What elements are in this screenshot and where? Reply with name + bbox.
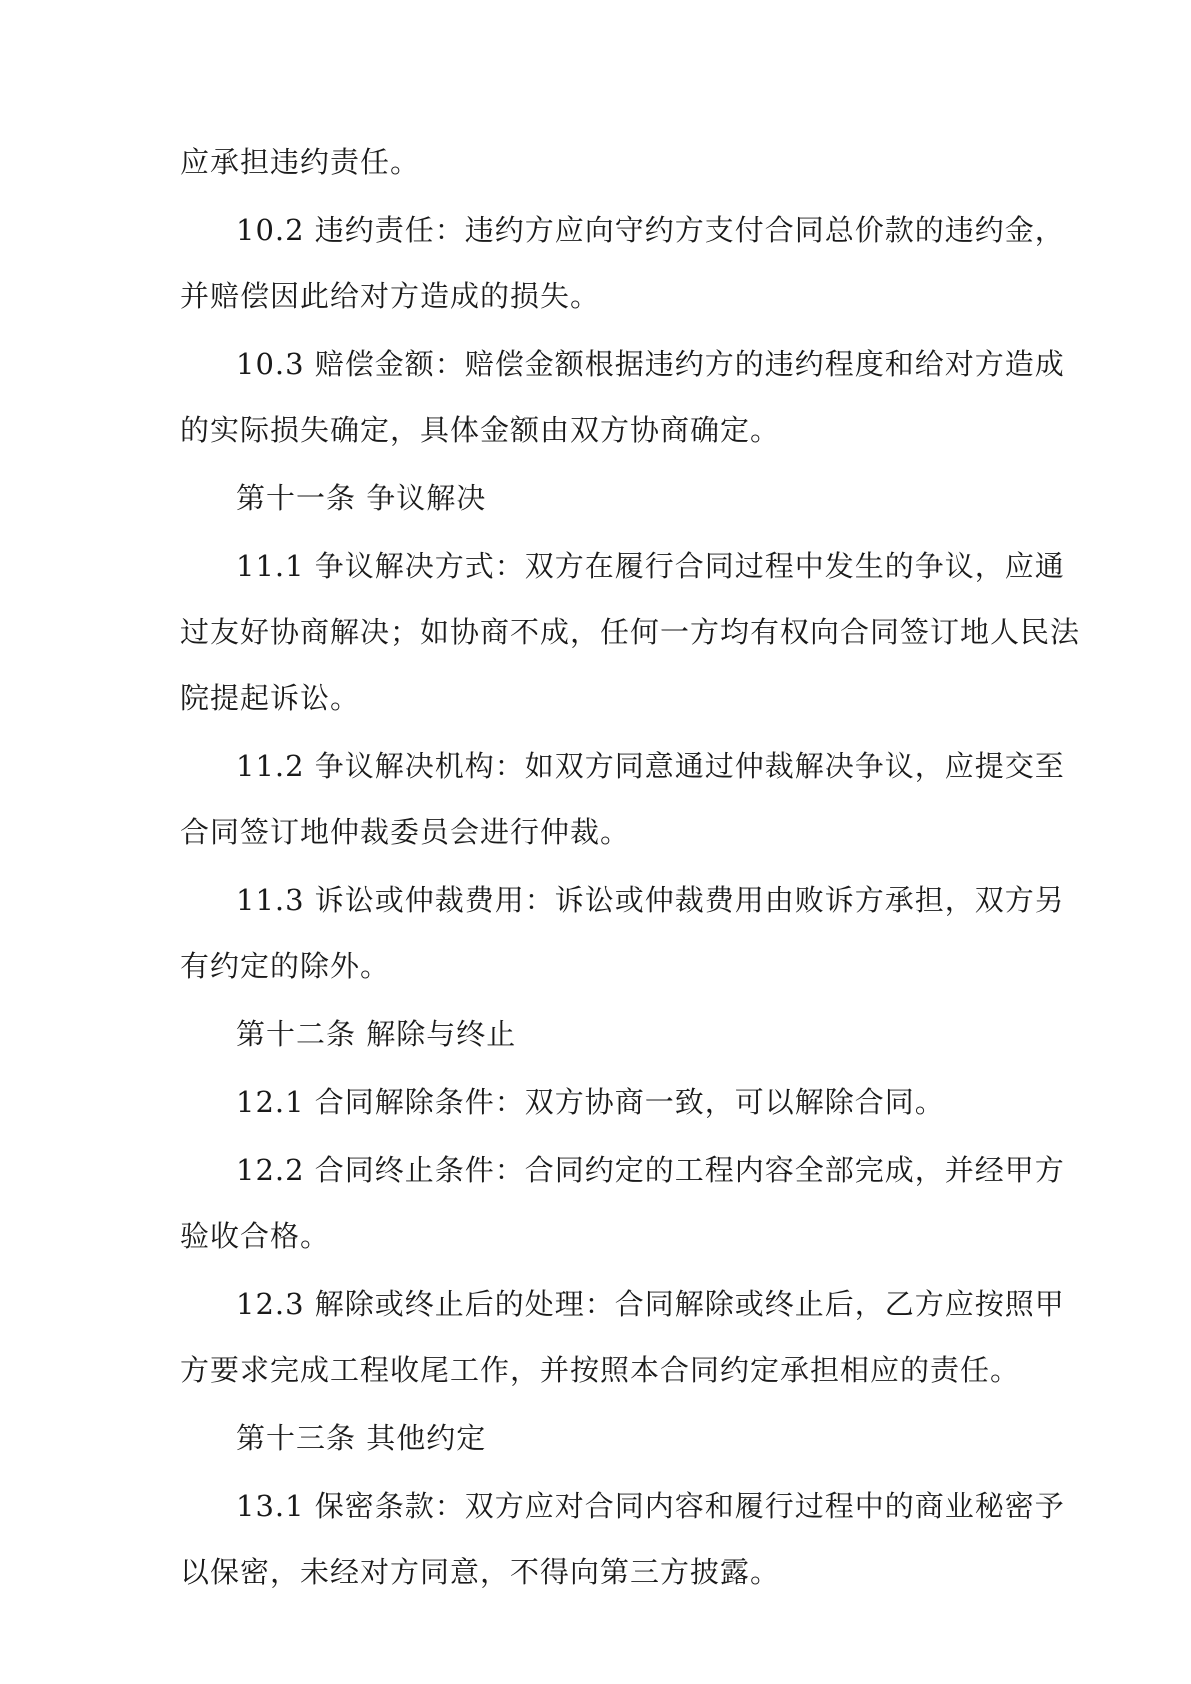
section-heading: 第十一条 争议解决 (236, 481, 487, 515)
text-line: 13.1 保密条款：双方应对合同内容和履行过程中的商业秘密予 (236, 1489, 1065, 1523)
section-heading: 第十二条 解除与终止 (236, 1017, 517, 1051)
text-line: 过友好协商解决；如协商不成，任何一方均有权向合同签订地人民法 (180, 615, 1081, 649)
text-line: 10.3 赔偿金额：赔偿金额根据违约方的违约程度和给对方造成 (236, 347, 1065, 381)
document-body (180, 142, 1081, 1592)
text-line: 12.3 解除或终止后的处理：合同解除或终止后，乙方应按照甲 (236, 1287, 1065, 1321)
text-line: 的实际损失确定，具体金额由双方协商确定。 (180, 413, 781, 447)
text-line: 12.2 合同终止条件：合同约定的工程内容全部完成，并经甲方 (236, 1153, 1065, 1187)
text-line: 并赔偿因此给对方造成的损失。 (180, 279, 601, 313)
text-line: 11.1 争议解决方式：双方在履行合同过程中发生的争议，应通 (236, 549, 1065, 583)
text-line: 院提起诉讼。 (180, 681, 361, 715)
text-line: 应承担违约责任。 (180, 145, 421, 179)
text-line: 12.1 合同解除条件：双方协商一致，可以解除合同。 (236, 1085, 945, 1119)
text-line: 合同签订地仲裁委员会进行仲裁。 (180, 815, 631, 849)
section-heading: 第十三条 其他约定 (236, 1421, 487, 1455)
text-line: 有约定的除外。 (180, 949, 391, 983)
text-line: 方要求完成工程收尾工作，并按照本合同约定承担相应的责任。 (180, 1353, 1021, 1387)
text-line: 以保密，未经对方同意，不得向第三方披露。 (180, 1555, 781, 1589)
text-line: 验收合格。 (180, 1219, 331, 1253)
text-line: 11.2 争议解决机构：如双方同意通过仲裁解决争议，应提交至 (236, 749, 1065, 783)
text-line: 10.2 违约责任：违约方应向守约方支付合同总价款的违约金， (236, 213, 1065, 247)
text-line: 11.3 诉讼或仲裁费用：诉讼或仲裁费用由败诉方承担，双方另 (236, 883, 1065, 917)
